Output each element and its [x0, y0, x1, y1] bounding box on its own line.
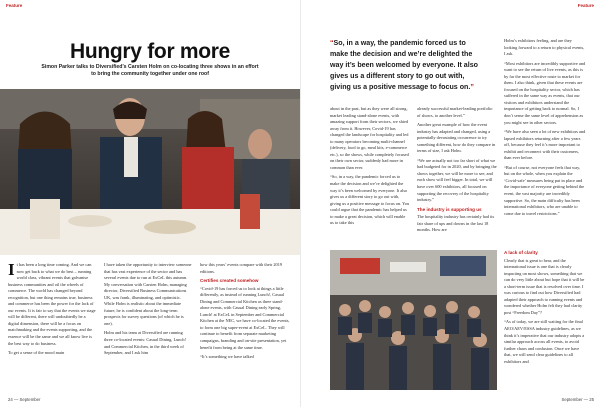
section-tag: Feature: [6, 3, 23, 8]
right-page: [301, 0, 600, 407]
paragraph: “So, in a way, the pandemic forced us to make the decision and we’re delighted the way it’s been welcomed by everyone. It also gives us a different story to go out with, giving us a positive message to focus on. You could argue that the pandemic has helped us to make a great decision, which will enable us to take this: [330, 174, 410, 226]
paragraph: Holm’s exhibitors feeling, and are they looking forward to a return to physical events, I ask.: [504, 38, 585, 57]
pull-quote: “So, in a way, the pandemic forced us to make the decision and we’re delighted the way it’s been welcomed by everyone. It also gives us a different story to go out with, giving us a positive message to focus on.”: [330, 39, 478, 91]
paragraph: I have taken the opportunity to interview someone that has vast experience of the sector and has several events due to run at ExCeL this autumn. My conversation with Carsten Holm, managing director, Diversified Business Communications UK, was frank, illuminating, and optimistic. While Holm is realistic about the immediate future, he is confident about the long-term prospects for survey questions (of which he is one).: [104, 262, 192, 326]
paragraph: “As of today, we are still waiting for the final AEO/AEV/ESSA industry guidelines, as we think it’s imperative that our industry adopts a similar approach across all events, to avoid further chaos and confusion. Once we have that, we will send clear guidelines to all exhibitors and: [504, 319, 585, 364]
paragraph: “We are actually not too far short of what we had budgeted for in 2020, and by bringing the shows together, we will be more to see, and each show will feel bigger. In total, we will have over 600 exhibitors, all focused on supporting the recovery of the hospitality industry.”: [417, 157, 497, 203]
paragraph: “Covid-19 has forced us to look at things a little differently, as instead of running Lunch!, Casual Dining and Commercial Kitchen as three stand-alone events, with Casual Dining early Spring, Lunch! at ExCeL in September and Commercial Kitchen at the NEC, we have co-located the events, to form one big super-event at ExCeL. They will continue to benefit from separate marketing campaigns, branding and on-site presentation, yet benefit from being at the same time.: [200, 285, 290, 350]
paragraph: To get a sense of the mood main: [8, 350, 65, 356]
body-column-4: [504, 250, 586, 390]
paragraph: t has been a long time coming. And we can now get back to what we do best – running world class, vibrant events that galvanise business communities and oil the wheels of commerce. The world has changed beyond recognition, but one thing remains true, business and commerce has been the power for the lack of our events. It is fair to say that the events we stage will be different, there will undoubtedly be a digital dimension, there will be a focus on matchmaking and the events supporting, and the essence will be the same and we all know live is the best way to do business.: [8, 262, 96, 346]
paragraph: already successful market-leading portfolio of shows, to another level.”: [417, 106, 493, 118]
body-column-2: [104, 262, 192, 360]
body-column-1: [330, 106, 410, 230]
section-tag: Feature: [577, 3, 594, 8]
paragraph: “It’s something we have talked: [200, 354, 254, 360]
dropcap: I: [8, 260, 15, 279]
paragraph: “We have also seen a lot of new exhibitors and lapsed exhibitors returning after a few years off, because they feel it’s more important to exhibit and reconnect with their customers, than ever before.: [504, 129, 586, 161]
body-column-2: [417, 106, 497, 237]
paragraph: The hospitality industry has certainly had its fair share of ups and downs in the last 18 months. How are: [417, 214, 495, 233]
page-footer: 24 — September: [8, 397, 41, 402]
event-photo: [0, 89, 300, 255]
subheading: The industry is supporting us: [417, 206, 482, 212]
paragraph: Holm and his team at Diversified are running three co-located events: Casual Dining, Lunch! and Commercial Kitchen, in the third week of September, and I ask him: [104, 330, 187, 356]
paragraph: how this years’ events compare with their 2019 editions.: [200, 262, 283, 274]
body-column-3: [504, 38, 586, 243]
paragraph: about in the past, but as they were all strong, market leading stand-alone events, with amazing support from their sectors, we shied away from it. However, Covid-19 has changed the landscape for hospitality and led to many operators becoming multi-channel (delivery, food to go, meal kits, e-commerce etc.), so the shows, while completely focused on their own sector, suddenly had more in common than ever.: [330, 106, 409, 170]
body-column-1: [8, 262, 96, 360]
paragraph: “But of course, not everyone feels that way, but on the whole, when you explain the ‘Covid-safe’ measures being put in place and the importance of everyone getting behind the event, the vast majority are incredibly supportive. So, the main difficulty has been international exhibitors, who are unable to come due to travel restrictions.”: [504, 164, 585, 216]
crowd-photo: [330, 250, 497, 390]
people-at-food-stand-image: [0, 89, 300, 255]
subheading: A lack of clarity: [504, 250, 538, 255]
paragraph: Another great example of how the event industry has adapted and changed, using a potentially devastating occurrence to try something different, how do they compare in terms of size, I ask Holm.: [417, 122, 496, 154]
page-footer: September — 25: [561, 397, 594, 402]
body-column-3: [200, 262, 290, 364]
subheading: Certifies created somehow: [200, 278, 259, 284]
standfirst: Simon Parker talks to Diversified’s Carsten Holm on co-locating three shows in an effort to bring the community together under one roof: [41, 64, 259, 77]
paragraph: Clearly that is great to hear, and the international issue is one that is clearly impacting on most shows, something that we can do very little about but hope that it will be a short-term issue that is resolved over time. I was curious to find out how Diversified had adapted their approach to running events and wondered whether Holm felt they had clarity post “Freedom Day”?: [504, 257, 585, 315]
paragraph: “Most exhibitors are incredibly supportive and want to see the return of live events, as this is by far the most effective route to market for them. I also think, given that these events are focused on the hospitality sector, which has suffered in the same way as events, that our visitors and exhibitors understand the importance of getting back to normal. So, I don’t sense the same level of apprehension as you might see in other sectors.: [504, 60, 586, 125]
page-title: Hungry for more: [69, 40, 230, 63]
exhibition-crowd-image: [330, 250, 497, 390]
